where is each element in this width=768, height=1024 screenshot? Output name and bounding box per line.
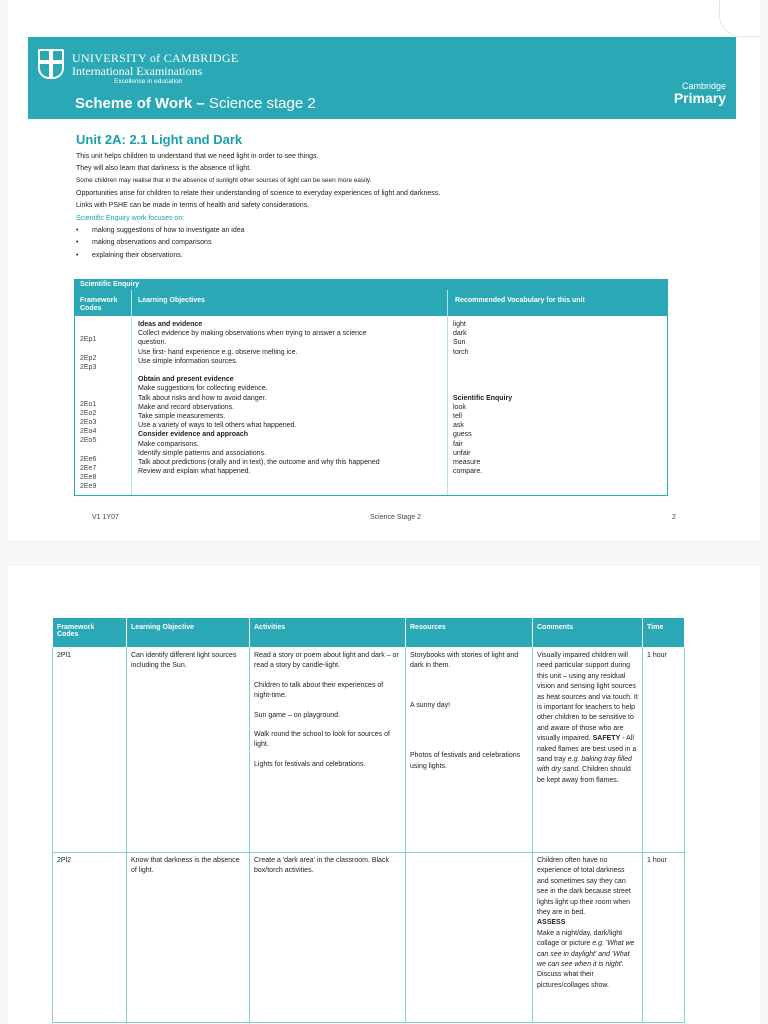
vocab-word	[453, 357, 512, 366]
vocab-word	[453, 375, 512, 384]
vocab-word: dark	[453, 330, 467, 338]
header-activities: Activities	[250, 618, 406, 648]
objective-line: Use simple information sources.	[138, 357, 238, 365]
activities-table	[52, 617, 685, 1023]
objective-line: Identify simple patterns and associations.	[138, 449, 267, 457]
brand-cambridge: Cambridge	[681, 81, 726, 91]
cambridge-crest-icon	[38, 49, 64, 79]
row-time: 1 hour	[643, 853, 685, 1023]
row-activities: Create a 'dark area' in the classroom. Black box/torch activities.	[250, 853, 406, 1023]
code-cell: 2Eo1	[80, 400, 97, 408]
objective-line: Collect evidence by making observations when trying to answer a science	[138, 330, 367, 338]
header-banner	[28, 37, 736, 119]
list-item: • explaining their observations.	[76, 251, 183, 259]
header-vocabulary: Recommended Vocabulary for this unit	[455, 297, 585, 304]
code-cell: 2Ep2	[80, 354, 97, 362]
objective-line: Take simple measurements.	[138, 413, 226, 421]
intro-line: This unit helps children to understand that we need light in order to see things.	[76, 153, 319, 160]
objective-line: Use first- hand experience e.g. observe melting ice.	[138, 348, 298, 356]
vocab-word: Sun	[453, 339, 466, 347]
intro-line: Links with PSHE can be made in terms of health and safety considerations.	[76, 201, 310, 209]
row-objective: Know that darkness is the absence of light.	[127, 853, 250, 1023]
focus-list	[76, 225, 636, 262]
table-header	[75, 290, 667, 316]
header-codes: Framework Codes	[80, 297, 118, 312]
table-row	[53, 853, 685, 1023]
vocab-word: fair	[453, 440, 463, 448]
footer-version: V1 1Y07	[92, 514, 119, 521]
code-cell: 2Eo2	[80, 409, 97, 417]
unit-intro	[76, 151, 636, 262]
vocab-word: torch	[453, 348, 469, 356]
vocab-word	[453, 366, 512, 375]
header-objective: Learning Objective	[127, 618, 250, 648]
row-activities: Read a story or poem about light and dark – or read a story by candle-light. Children to talk about their experiences of night-time. Sun game – on playground. Walk round the school to look for sources of light. Lights for festivals and celebrations.	[250, 648, 406, 853]
row-resources: Storybooks with stories of light and dark in them. A sunny day! Photos of festivals and celebrations using lights.	[406, 648, 533, 853]
university-name: UNIVERSITY of CAMBRIDGE	[72, 51, 239, 65]
objective-line: Talk about predictions (orally and in text), the outcome and why this happened	[138, 459, 380, 467]
header-codes: Framework Codes	[53, 618, 127, 648]
intro-line: They will also learn that darkness is the absence of light.	[76, 165, 252, 173]
code-cell	[80, 390, 96, 399]
code-cell: 2Ep3	[80, 363, 97, 371]
vocab-word: ask	[453, 422, 464, 430]
objective-line: Use a variety of ways to tell others what happened.	[138, 422, 297, 430]
codes-column	[80, 326, 96, 492]
objectives-column	[138, 320, 380, 476]
header-resources: Resources	[406, 618, 533, 648]
vocab-word: look	[453, 403, 466, 411]
vocab-word: guess	[453, 431, 472, 439]
intro-line: Opportunities arise for children to relate their understanding of science to everyday experiences of light and darkness.	[76, 189, 441, 197]
code-cell: 2Ee8	[80, 474, 97, 482]
code-cell	[80, 381, 96, 390]
page-number: 2	[672, 514, 676, 521]
objective-line: Make suggestions for collecting evidence.	[138, 385, 268, 393]
footer-center: Science Stage 2	[370, 514, 421, 521]
vocab-heading: Scientific Enquiry	[453, 394, 513, 402]
table-header-row	[53, 618, 685, 648]
objective-line: Review and explain what happened.	[138, 468, 251, 476]
objective-line	[138, 366, 380, 375]
objective-line: Make and record observations.	[138, 403, 235, 411]
vocab-word: unfair	[453, 449, 471, 457]
vocabulary-column	[453, 320, 512, 476]
table-row	[53, 648, 685, 853]
vocab-word	[453, 384, 512, 393]
code-cell	[80, 446, 96, 455]
page-corner-curl	[719, 0, 760, 37]
row-time: 1 hour	[643, 648, 685, 853]
objective-line: Make comparisons.	[138, 440, 199, 448]
code-cell: 2Ep1	[80, 336, 97, 344]
objective-heading: Ideas and evidence	[138, 321, 203, 328]
row-comments: Visually impaired children will need particular support during this unit – using any residual vision and sensing light sources as heat sources and via touch. It is important for teachers to help other children to be sensitive to and aware of those who are visually impaired. SAFETY - All naked flames are best used in a sand tray e.g. baking tray filled with dry sand. Children should be kept away from flames.	[533, 648, 643, 853]
exams-name: International Examinations	[72, 64, 203, 78]
vocab-word: compare.	[453, 468, 483, 476]
code-cell	[80, 326, 96, 335]
page-title: Scheme of Work – Science stage 2	[75, 95, 316, 112]
table-title: Scientific Enquiry	[75, 280, 667, 290]
row-code: 2Pl1	[53, 648, 127, 853]
objective-line: question.	[138, 339, 167, 347]
code-cell	[80, 344, 96, 353]
header-objectives: Learning Objectives	[138, 297, 205, 304]
list-item: • making observations and comparisons	[76, 239, 212, 247]
tagline: Excellence in education	[114, 78, 183, 85]
code-cell: 2Ee9	[80, 483, 97, 491]
code-cell: 2Eo5	[80, 437, 97, 445]
intro-line: Some children may realise that in the absence of sunlight other sources of light can be seen more easily.	[76, 177, 372, 185]
objective-line: Talk about risks and how to avoid danger.	[138, 394, 267, 402]
code-cell: 2Eo3	[80, 418, 97, 426]
objective-heading: Consider evidence and approach	[138, 431, 249, 439]
unit-title: Unit 2A: 2.1 Light and Dark	[76, 132, 243, 147]
list-item: • making suggestions of how to investigate an idea	[76, 227, 245, 235]
row-resources	[406, 853, 533, 1023]
objective-heading: Obtain and present evidence	[138, 376, 234, 384]
vocab-word: light	[453, 321, 466, 328]
brand-primary: Primary	[673, 90, 726, 106]
vocab-word: measure	[453, 458, 481, 466]
row-objective: Can identify different light sources including the Sun.	[127, 648, 250, 853]
code-cell	[80, 372, 96, 381]
code-cell: 2Ee7	[80, 464, 97, 472]
row-code: 2Pl2	[53, 853, 127, 1023]
focus-heading: Scientific Enquiry work focuses on:	[76, 215, 185, 223]
header-time: Time	[643, 618, 685, 648]
row-comments: Children often have no experience of total darkness and sometimes say they can see in the dark because street lights light up their room when they are in bed. ASSESS Make a night/day, dark/light collage or picture e.g. 'What we can see in daylight' and 'What we can see when it is night'. Discuss what their pictures/collages show.	[533, 853, 643, 1023]
code-cell: 2Ee6	[80, 455, 97, 463]
vocab-word: tell	[453, 412, 462, 420]
scientific-enquiry-table	[74, 279, 668, 496]
header-comments: Comments	[533, 618, 643, 648]
code-cell: 2Eo4	[80, 428, 97, 436]
